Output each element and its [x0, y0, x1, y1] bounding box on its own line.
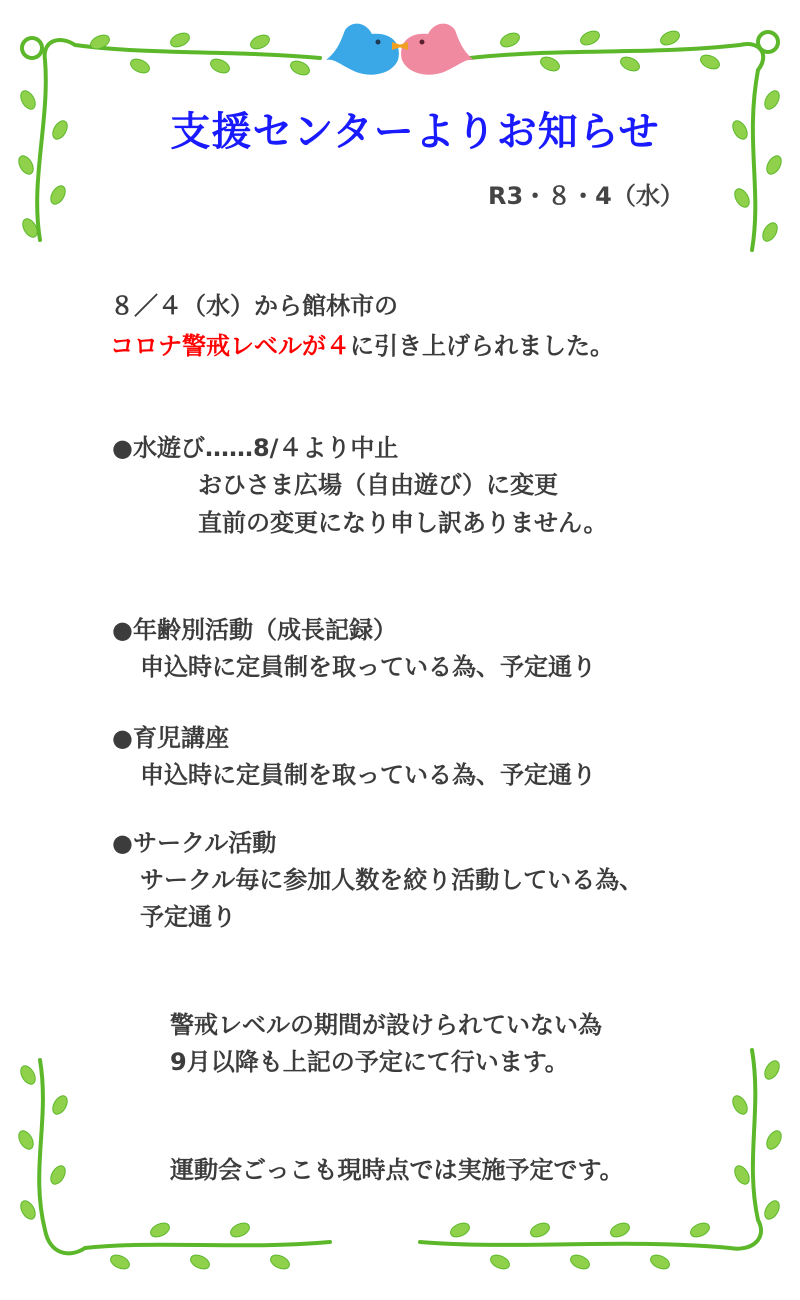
- intro-line-2: [110, 326, 614, 361]
- item-water-play-heading: ●水遊び……8/４より中止: [112, 434, 399, 462]
- note-line-2: 9月以降も上記の予定にて行います。: [170, 1048, 569, 1076]
- blue-bird-icon: [326, 24, 404, 75]
- intro-line-2-rest: に引き上げられました。: [350, 332, 614, 360]
- item-circle-activity-line: サークル毎に参加人数を絞り活動している為、: [140, 866, 644, 894]
- item-age-activity-heading: ●年齢別活動（成長記録）: [112, 616, 397, 644]
- item-water-play-line: おひさま広場（自由遊び）に変更: [198, 471, 558, 499]
- item-parenting-course-line: 申込時に定員制を取っている為、予定通り: [140, 761, 596, 789]
- note-line-3: 運動会ごっこも現時点では実施予定です。: [170, 1156, 624, 1184]
- alert-level-highlight: コロナ警戒レベルが４: [110, 332, 350, 360]
- pink-bird-icon: [396, 24, 474, 75]
- note-line-1: 警戒レベルの期間が設けられていない為: [170, 1011, 602, 1039]
- item-age-activity-line: 申込時に定員制を取っている為、予定通り: [140, 653, 596, 681]
- item-water-play-line: 直前の変更になり申し訳ありません。: [198, 509, 608, 537]
- notice-date: R3・８・4（水）: [488, 182, 684, 210]
- item-parenting-course-heading: ●育児講座: [112, 724, 229, 752]
- intro-line-1: ８／４（水）から館林市の: [110, 292, 398, 320]
- item-circle-activity-line: 予定通り: [140, 903, 236, 931]
- page-title: 支援センターよりお知らせ: [170, 109, 660, 155]
- item-circle-activity-heading: ●サークル活動: [112, 829, 277, 857]
